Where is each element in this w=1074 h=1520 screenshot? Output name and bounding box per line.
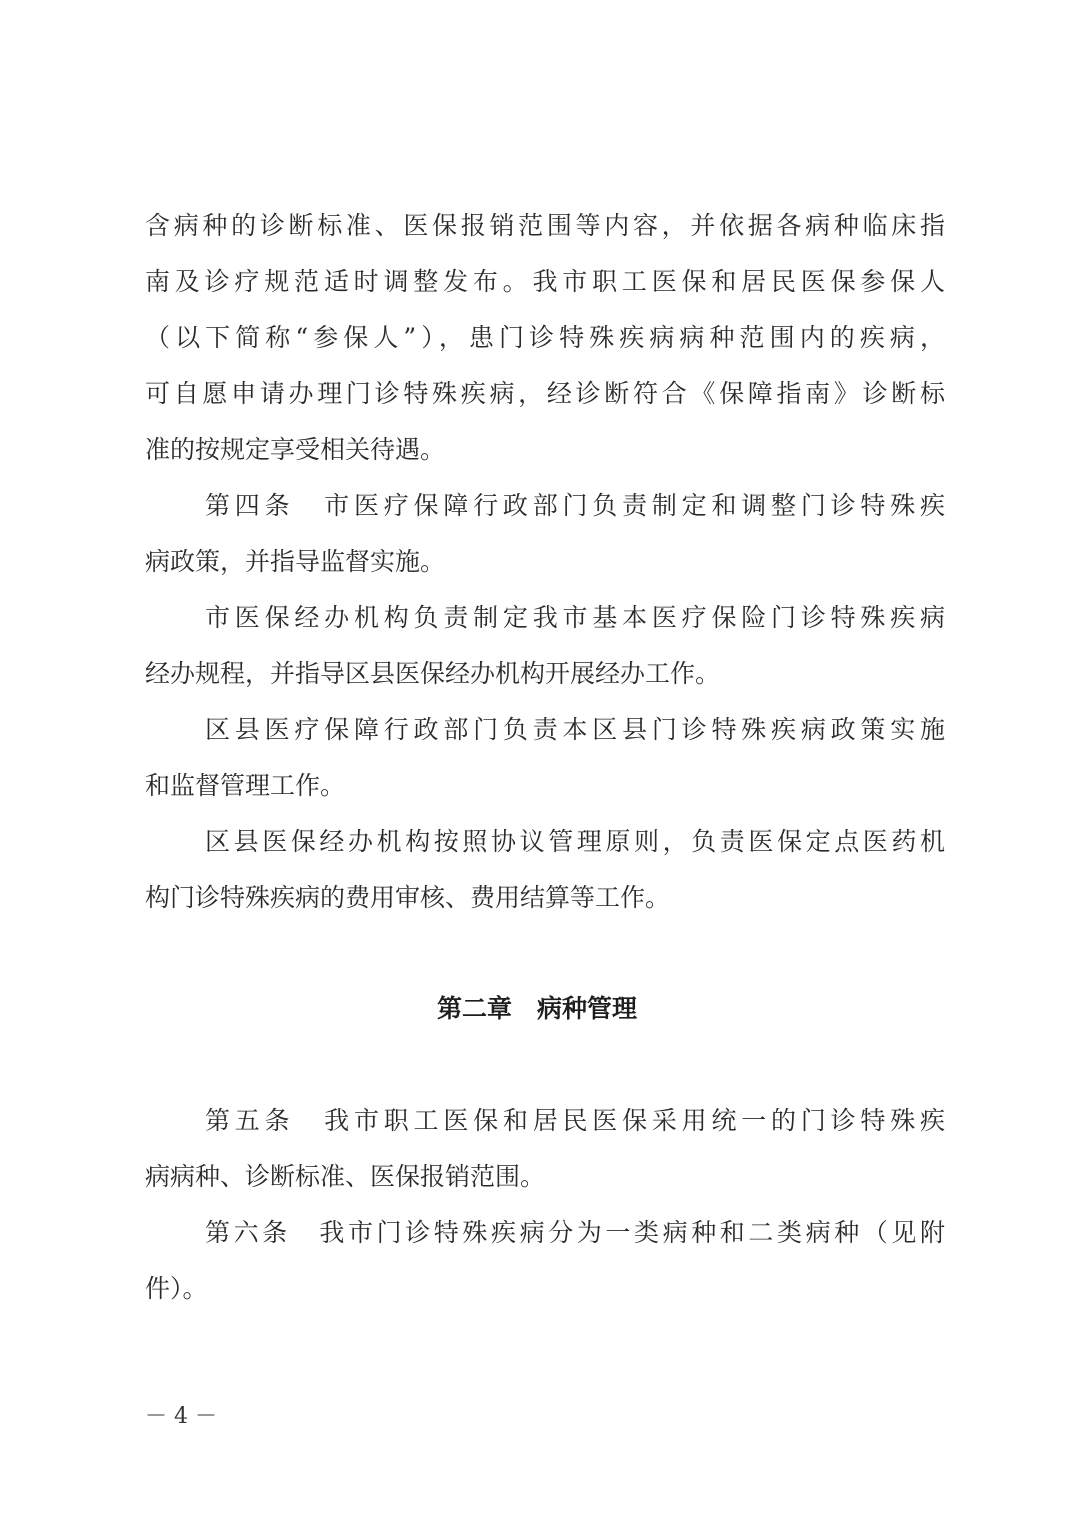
paragraph-line: 件）。 bbox=[145, 1274, 208, 1303]
paragraph-line: 市医保经办机构负责制定我市基本医疗保险门诊特殊疾病 bbox=[205, 603, 945, 632]
article-5-line: 第五条 我市职工医保和居民医保采用统一的门诊特殊疾 bbox=[205, 1106, 945, 1135]
article-4-line: 第四条 市医疗保障行政部门负责制定和调整门诊特殊疾 bbox=[205, 491, 945, 520]
page-number: － 4 － bbox=[145, 1404, 217, 1429]
paragraph-line: 可自愿申请办理门诊特殊疾病，经诊断符合《保障指南》诊断标 bbox=[145, 379, 945, 408]
paragraph-line: 病病种、诊断标准、医保报销范围。 bbox=[145, 1162, 546, 1191]
paragraph-line: 经办规程，并指导区县医保经办机构开展经办工作。 bbox=[145, 659, 721, 688]
paragraph-line: 含病种的诊断标准、医保报销范围等内容，并依据各病种临床指 bbox=[145, 211, 945, 240]
paragraph-line: 区县医疗保障行政部门负责本区县门诊特殊疾病政策实施 bbox=[205, 715, 945, 744]
paragraph-line: 南及诊疗规范适时调整发布。我市职工医保和居民医保参保人 bbox=[145, 267, 945, 296]
paragraph-line: 区县医保经办机构按照协议管理原则，负责医保定点医药机 bbox=[205, 827, 945, 856]
paragraph-line: 病政策，并指导监督实施。 bbox=[145, 547, 446, 576]
paragraph-line: 构门诊特殊疾病的费用审核、费用结算等工作。 bbox=[145, 883, 671, 912]
chapter-title: 第二章 病种管理 bbox=[436, 994, 637, 1023]
article-6-line: 第六条 我市门诊特殊疾病分为一类病种和二类病种（见附 bbox=[205, 1218, 945, 1247]
paragraph-line: 和监督管理工作。 bbox=[145, 771, 346, 800]
paragraph-line: （以下简称“参保人”），患门诊特殊疾病病种范围内的疾病， bbox=[145, 323, 945, 352]
paragraph-line: 准的按规定享受相关待遇。 bbox=[145, 435, 446, 464]
